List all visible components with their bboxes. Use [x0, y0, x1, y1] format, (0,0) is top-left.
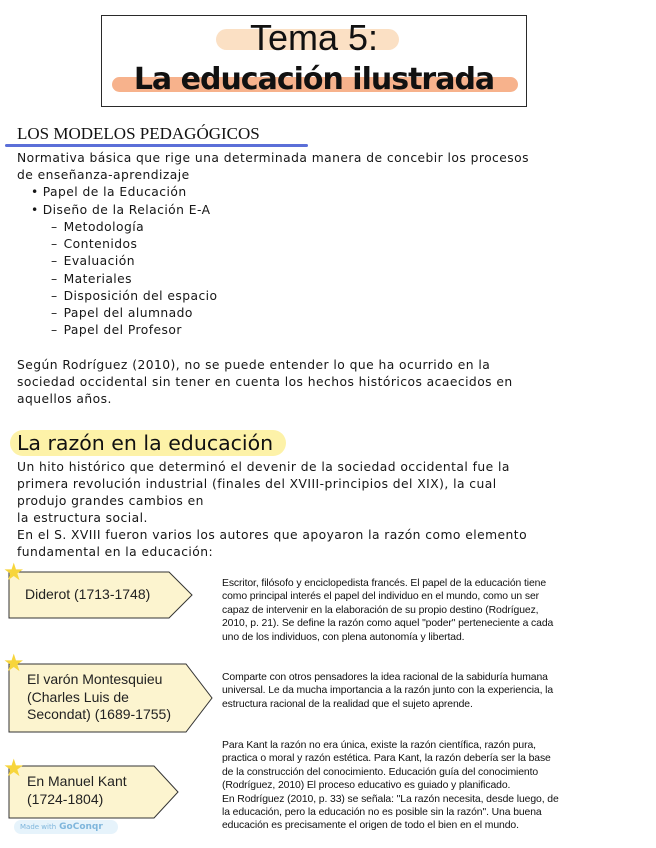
sub-item: – Materiales: [51, 271, 132, 288]
intro-line: Normativa básica que rige una determinada manera de concebir los procesos: [17, 151, 529, 165]
section-heading-reason: La razón en la educación: [17, 431, 274, 455]
page-title: Tema 5:: [249, 17, 379, 58]
paragraph-line: primera revolución industrial (finales del XVIII-principios del XIX), la cual: [17, 477, 497, 491]
page-subtitle: La educación ilustrada: [133, 62, 495, 97]
sub-item: – Papel del Profesor: [51, 322, 182, 339]
author-name: El varón Montesquieu (Charles Luis de Secondat) (1689-1755): [27, 671, 171, 722]
sub-item: – Disposición del espacio: [51, 288, 218, 305]
author-description: Escritor, filósofo y enciclopedista francés. El papel de la educación tiene como principal interés el papel del individuo en el mundo, como un ser capaz de intervenir en la elaboración de su propio destino (Rodríguez, 2010, p. 21). Se define la razón como aquel "poder" perteneciente a cada uno de los individuos, con plena autonomía y libertad.: [222, 578, 554, 643]
author-tag-montesquieu: [8, 661, 214, 735]
star-icon: ★: [3, 754, 25, 782]
author-description: Para Kant la razón no era única, existe la razón científica, razón pura, practica o moral y razón estética. Para Kant, la razón debería ser la base de la construcción del conocimiento. Educación guía del conocimiento (Rodríguez, 2010) El proceso educativo es guiado y planificado. En Rodríguez (2010, p. 33) se señala: "La razón necesita, desde luego, de la educación, pero la educación no es posible sin la razón". Una buena educación es precisamente el origen de todo el bien en el mundo.: [222, 740, 559, 832]
author-tag-diderot: [8, 567, 194, 621]
paragraph-line: fundamental en la educación:: [17, 545, 214, 559]
section-heading-models: LOS MODELOS PEDAGÓGICOS: [17, 124, 260, 143]
author-tag-kant: [8, 763, 180, 821]
heading-underline: [5, 144, 308, 147]
sub-item: – Evaluación: [51, 253, 135, 270]
goconqr-watermark[interactable]: Made with GoConqr: [14, 820, 118, 834]
bullet-item: • Papel de la Educación: [31, 184, 187, 201]
paragraph-line: Un hito histórico que determinó el devenir de la sociedad occidental fue la: [17, 460, 510, 474]
author-name: En Manuel Kant (1724-1804): [27, 773, 127, 807]
paragraph-line: Según Rodríguez (2010), no se puede entender lo que ha ocurrido en la: [17, 358, 491, 372]
paragraph-line: la estructura social.: [17, 511, 148, 525]
paragraph-line: En el S. XVIII fueron varios los autores que apoyaron la razón como elemento: [17, 528, 528, 542]
sub-item: – Papel del alumnado: [51, 305, 193, 322]
author-name: Diderot (1713-1748): [25, 586, 151, 602]
paragraph-line: aquellos años.: [17, 392, 112, 406]
star-icon: ★: [3, 649, 25, 677]
author-description: Comparte con otros pensadores la idea racional de la sabiduría humana universal. Le da mucha importancia a la razón junto con la experiencia, la estructura racional de la realidad que el sujeto aprende.: [222, 672, 554, 710]
intro-line: de enseñanza-aprendizaje: [17, 168, 190, 182]
star-icon: ★: [3, 558, 25, 586]
paragraph-line: sociedad occidental sin tener en cuenta los hechos históricos acaecidos en: [17, 375, 513, 389]
paragraph-line: produjo grandes cambios en: [17, 494, 204, 508]
bullet-item: • Diseño de la Relación E-A: [31, 202, 210, 219]
sub-item: – Metodología: [51, 219, 144, 236]
sub-item: – Contenidos: [51, 236, 137, 253]
